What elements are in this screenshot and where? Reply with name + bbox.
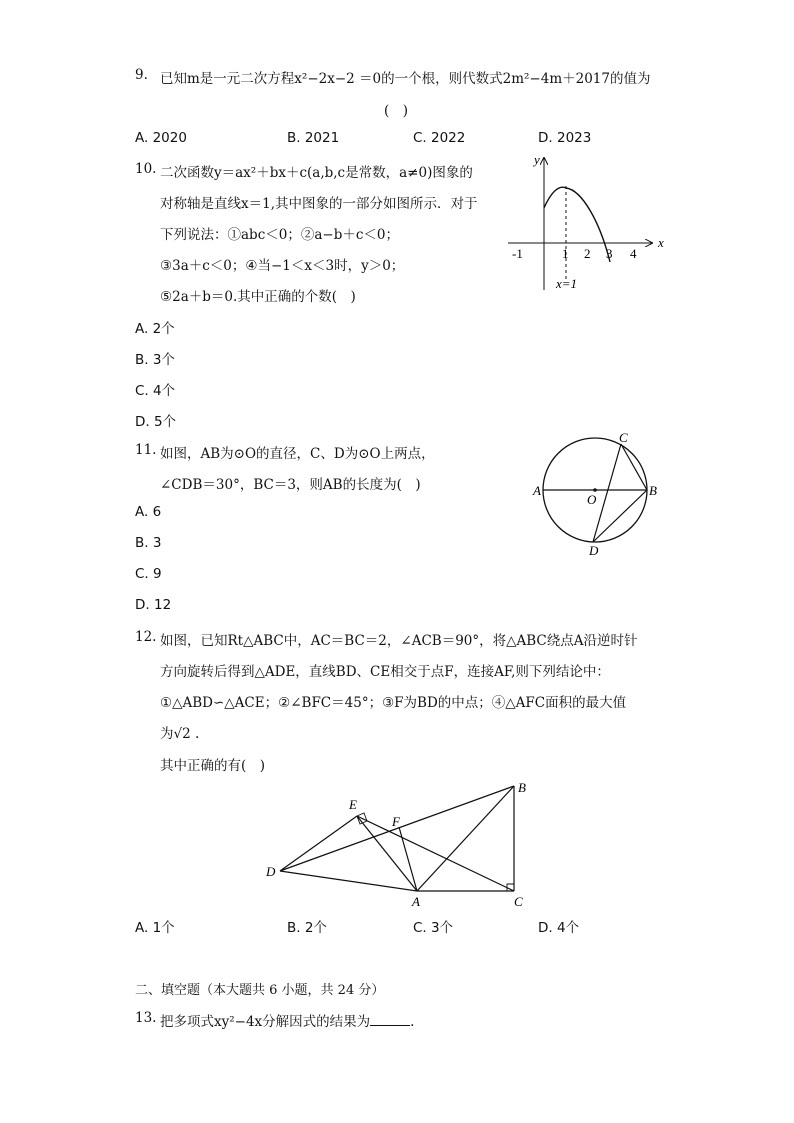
q11-chord-cb bbox=[621, 444, 647, 490]
q10-symmetry-label: x=1 bbox=[556, 276, 578, 291]
q11-circle-figure bbox=[525, 428, 665, 560]
q11-label-o: O bbox=[587, 492, 597, 507]
q11-label-c: C bbox=[619, 430, 628, 445]
q10-line-1: 二次函数y＝ax²＋bx＋c(a,b,c是常数，a≠0)图象的 bbox=[160, 165, 473, 181]
q12-line-5: 其中正确的有( ) bbox=[160, 758, 266, 774]
q12-segment-af bbox=[399, 827, 417, 891]
q11-option-a: A. 6 bbox=[135, 504, 162, 520]
q10-option-d: D. 5个 bbox=[135, 414, 177, 430]
q12-label-f: F bbox=[392, 814, 400, 829]
q12-number: 12. bbox=[135, 629, 157, 645]
q12-option-d: D. 4个 bbox=[538, 920, 580, 936]
q11-line-1: 如图，AB为⊙O的直径，C、D为⊙O上两点， bbox=[160, 446, 435, 462]
q12-line-3: ①△ABD∽△ACE；②∠BFC＝45°；③F为BD的中点；④△AFC面积的最大值 bbox=[160, 695, 627, 711]
q12-line-4: 为√2 . bbox=[160, 726, 200, 742]
q10-line-4: ③3a＋c＜0；④当−1＜x＜3时，y＞0； bbox=[160, 258, 405, 274]
q13-text: 把多项式xy²−4x分解因式的结果为 bbox=[160, 1014, 371, 1030]
q12-label-a: A bbox=[412, 894, 420, 909]
q12-option-a: A. 1个 bbox=[135, 920, 175, 936]
q10-line-3: 下列说法：①abc＜0；②a−b＋c＜0； bbox=[160, 227, 399, 243]
q9-text: 已知m是一元二次方程x²−2x−2 ＝0的一个根，则代数式2m²−4m＋2017的值为 bbox=[160, 71, 651, 87]
q9-answer-paren: ( ) bbox=[384, 103, 409, 119]
q12-segment-de bbox=[280, 816, 357, 871]
q9-option-a: A. 2020 bbox=[135, 130, 187, 146]
q10-x-label: x bbox=[658, 235, 664, 250]
q9-number: 9. bbox=[135, 67, 148, 83]
q12-label-b: B bbox=[518, 780, 526, 795]
q9-option-d: D. 2023 bbox=[538, 130, 592, 146]
q10-parabola-curve bbox=[544, 187, 610, 262]
q12-label-d: D bbox=[266, 864, 276, 879]
q11-label-b: B bbox=[649, 483, 657, 498]
q13-end: . bbox=[410, 1014, 415, 1030]
q10-tick-neg1: -1 bbox=[512, 246, 523, 261]
q11-label-d: D bbox=[589, 543, 599, 558]
q10-option-a: A. 2个 bbox=[135, 321, 175, 337]
q12-segment-da bbox=[280, 871, 417, 891]
q11-option-b: B. 3 bbox=[135, 535, 162, 551]
q10-tick-1: 1 bbox=[562, 246, 569, 261]
q13-answer-blank[interactable] bbox=[370, 1013, 410, 1026]
q9-option-b: B. 2021 bbox=[287, 130, 340, 146]
q10-tick-2: 2 bbox=[584, 246, 591, 261]
q10-parabola-figure bbox=[500, 150, 670, 295]
q12-segment-ab bbox=[417, 786, 514, 891]
q12-line-2: 方向旋转后得到△ADE，直线BD、CE相交于点F，连接AF,则下列结论中： bbox=[160, 664, 610, 680]
q11-option-d: D. 12 bbox=[135, 597, 172, 613]
q11-label-a: A bbox=[533, 483, 541, 498]
q12-option-c: C. 3个 bbox=[413, 920, 454, 936]
q9-option-c: C. 2022 bbox=[413, 130, 466, 146]
q10-y-label: y bbox=[534, 152, 540, 167]
q13-number: 13. bbox=[135, 1010, 157, 1026]
section-2-heading: 二、填空题（本大题共 6 小题，共 24 分） bbox=[135, 983, 385, 998]
q11-line-2: ∠CDB＝30°，BC＝3，则AB的长度为( ) bbox=[160, 477, 421, 493]
q12-line-ce bbox=[357, 816, 514, 891]
q11-number: 11. bbox=[135, 442, 157, 458]
q12-label-e: E bbox=[349, 797, 357, 812]
q12-label-c: C bbox=[514, 894, 523, 909]
q12-option-b: B. 2个 bbox=[287, 920, 327, 936]
q11-option-c: C. 9 bbox=[135, 566, 162, 582]
q12-segment-ea bbox=[357, 816, 417, 891]
q11-chord-db bbox=[593, 490, 647, 542]
q12-line-1: 如图，已知Rt△ABC中，AC＝BC＝2，∠ACB＝90°，将△ABC绕点A沿逆时针 bbox=[160, 633, 638, 649]
q10-line-5: ⑤2a＋b＝0.其中正确的个数( ) bbox=[160, 289, 356, 305]
q11-chord-cd bbox=[593, 444, 621, 542]
q10-line-2: 对称轴是直线x＝1,其中图象的一部分如图所示．对于 bbox=[160, 196, 478, 212]
q10-option-b: B. 3个 bbox=[135, 352, 175, 368]
q10-option-c: C. 4个 bbox=[135, 383, 176, 399]
q10-number: 10. bbox=[135, 161, 157, 177]
q13-line bbox=[160, 1010, 414, 1030]
q12-triangle-figure bbox=[260, 775, 540, 910]
q10-tick-4: 4 bbox=[630, 246, 637, 261]
q10-tick-3: 3 bbox=[606, 246, 613, 261]
